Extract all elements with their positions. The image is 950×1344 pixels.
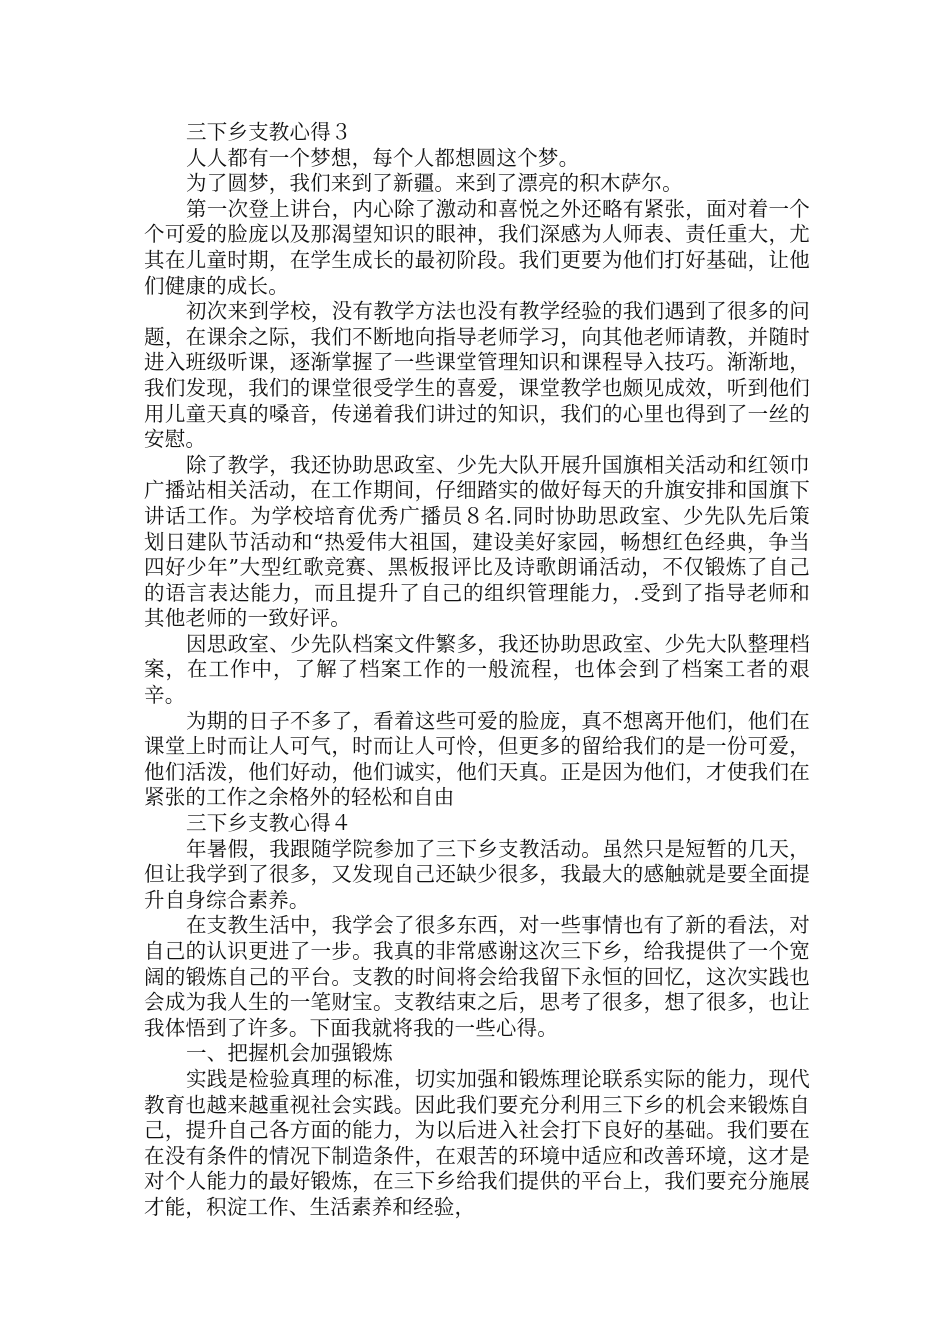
paragraph: 实践是检验真理的标准，切实加强和锻炼理论联系实际的能力，现代教育也越来越重视社会实践。因此我们要充分利用三下乡的机会来锻炼自己，提升自己各方面的能力，为以后进入社会打下良好的基础。我们要在在没有条件的情况下制造条件，在艰苦的环境中适应和改善环境，这才是对个人能力的最好锻炼，在三下乡给我们提供的平台上，我们要充分施展才能，积淀工作、生活素养和经验， [144,1066,810,1219]
paragraph: 在支教生活中，我学会了很多东西，对一些事情也有了新的看法，对自己的认识更进了一步。我真的非常感谢这次三下乡，给我提供了一个宽阔的锻炼自己的平台。支教的时间将会给我留下永恒的回忆，这次实践也会成为我人生的一笔财宝。支教结束之后，思考了很多，想了很多，也让我体悟到了许多。下面我就将我的一些心得。 [144,913,810,1040]
paragraph: 初次来到学校，没有教学方法也没有教学经验的我们遇到了很多的问题，在课余之际，我们不断地向指导老师学习，向其他老师请教，并随时进入班级听课，逐渐掌握了一些课堂管理知识和课程导入技巧。渐渐地，我们发现，我们的课堂很受学生的喜爱，课堂教学也颇见成效，听到他们用儿童天真的嗓音，传递着我们讲过的知识，我们的心里也得到了一丝的安慰。 [144,299,810,452]
paragraph: 为了圆梦，我们来到了新疆。来到了漂亮的积木萨尔。 [186,171,683,196]
subsection-heading: 一、把握机会加强锻炼 [186,1041,393,1066]
paragraph: 年暑假，我跟随学院参加了三下乡支教活动。虽然只是短暂的几天，但让我学到了很多，又发现自己还缺少很多，我最大的感触就是要全面提升自身综合素养。 [144,836,810,912]
paragraph: 因思政室、少先队档案文件繁多，我还协助思政室、少先大队整理档案，在工作中，了解了档案工作的一般流程，也体会到了档案工者的艰辛。 [144,631,810,708]
section-heading: 三下乡支教心得４ [186,811,352,836]
paragraph: 除了教学，我还协助思政室、少先大队开展升国旗相关活动和红领巾广播站相关活动，在工作期间，仔细踏实的做好每天的升旗安排和国旗下讲话工作。为学校培育优秀广播员８名.同时协助思政室、少先队先后策划日建队节活动和“热爱伟大祖国，建设美好家园，畅想红色经典，争当四好少年”大型红歌竞赛、黑板报评比及诗歌朗诵活动，不仅锻炼了自己的语言表达能力，而且提升了自己的组织管理能力，.受到了指导老师和其他老师的一致好评。 [144,452,810,631]
paragraph: 第一次登上讲台，内心除了激动和喜悦之外还略有紧张，面对着一个个可爱的脸庞以及那渴望知识的眼神，我们深感为人师表、责任重大，尤其在儿童时期，在学生成长的最初阶段。我们更要为他们打好基础，让他们健康的成长。 [144,196,810,298]
paragraph: 人人都有一个梦想，每个人都想圆这个梦。 [186,145,580,170]
section-heading: 三下乡支教心得３ [186,120,352,144]
paragraph: 为期的日子不多了，看着这些可爱的脸庞，真不想离开他们，他们在课堂上时而让人可气，时而让人可怜，但更多的留给我们的是一份可爱，他们活泼，他们好动，他们诚实，他们天真。正是因为他们，才使我们在紧张的工作之余格外的轻松和自由 [144,708,810,810]
document-body [144,120,810,1221]
